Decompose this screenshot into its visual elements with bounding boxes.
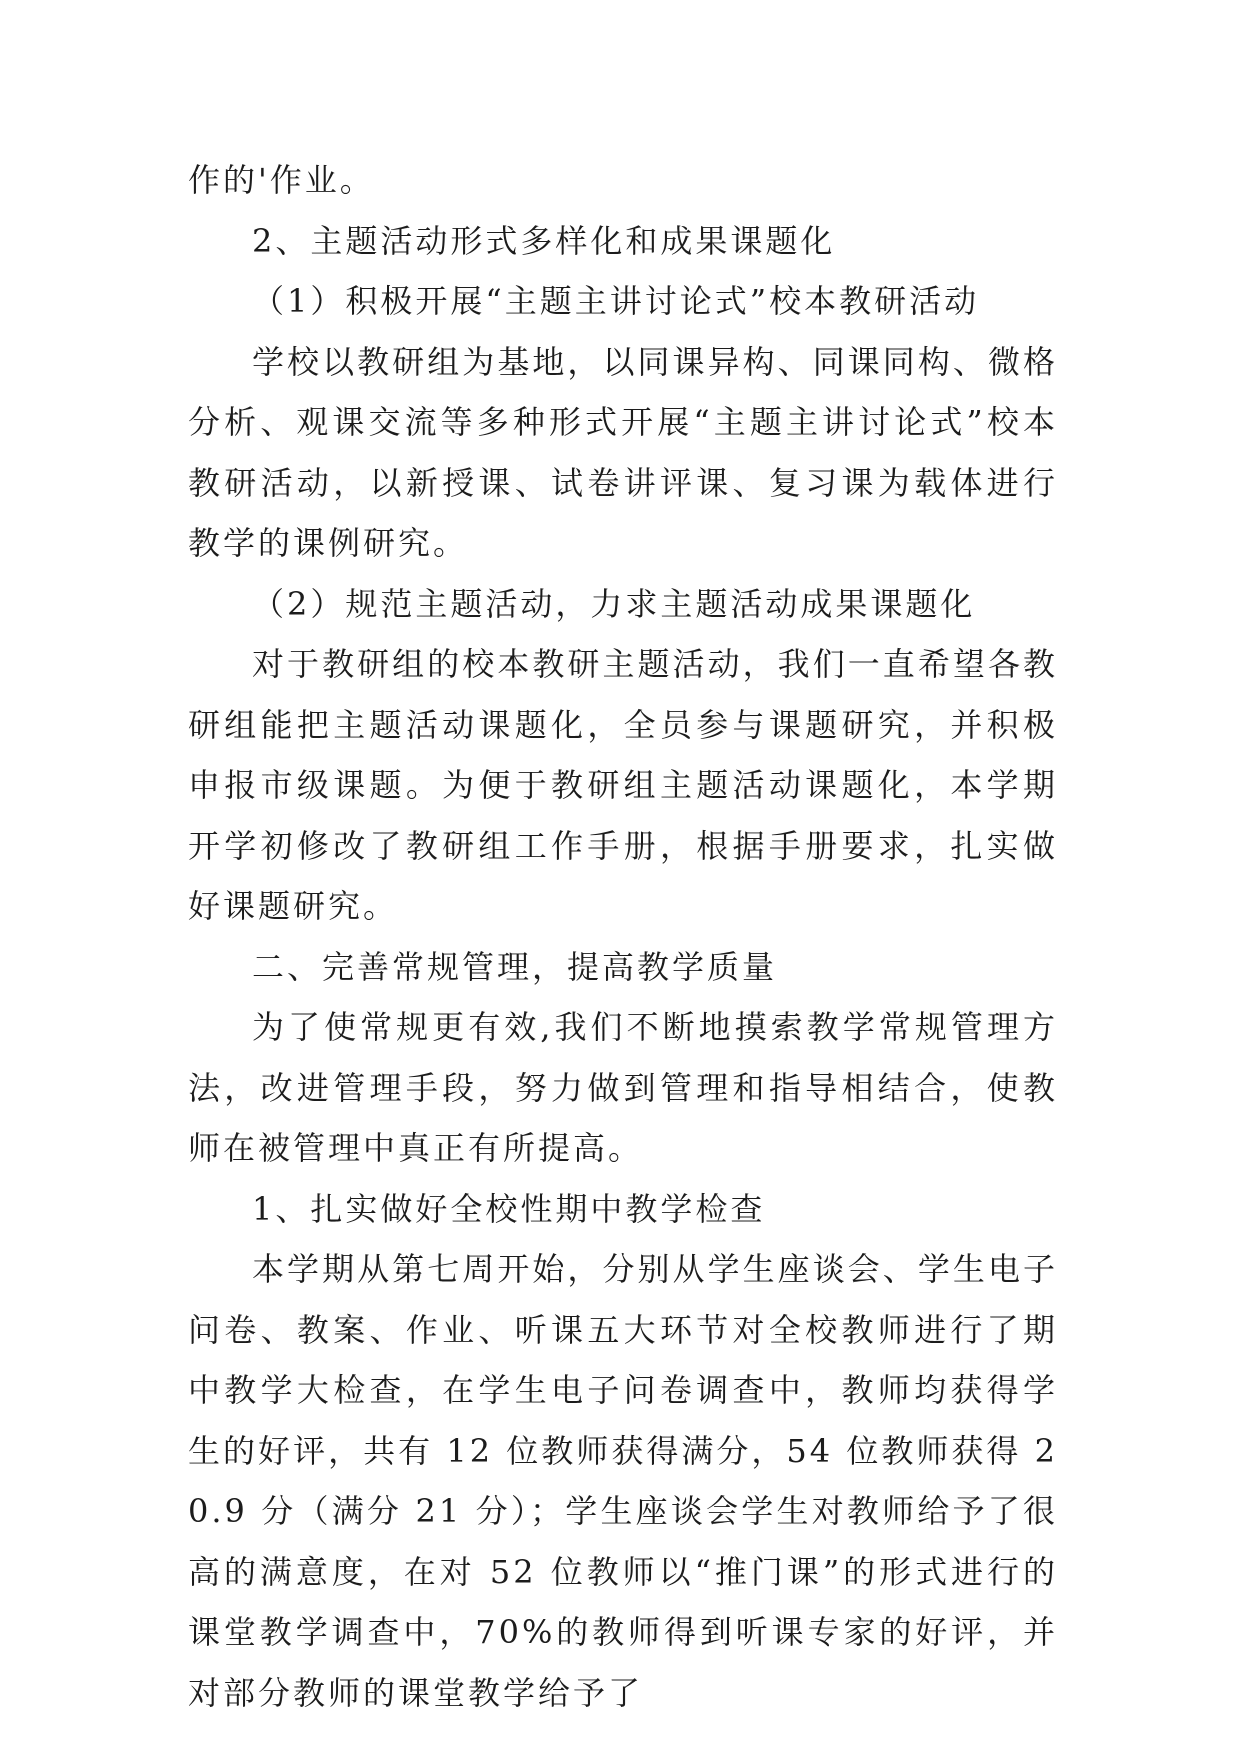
subheading-1: （1）积极开展“主题主讲讨论式”校本教研活动 — [252, 282, 980, 320]
paragraph-body: 学校以教研组为基地，以同课异构、同课同构、微格分析、观课交流等多种形式开展“主题主讲讨论式”校本教研活动，以新授课、试卷讲评课、复习课为载体进行教学的课例研究。 — [188, 342, 1058, 562]
section-heading-2: 2、主题活动形式多样化和成果课题化 — [252, 221, 836, 260]
paragraph-body: 本学期从第七周开始，分别从学生座谈会、学生电子问卷、教案、作业、听课五大环节对全校教师进行了期中教学大检查，在学生电子问卷调查中，教师均获得学生的好评，共有 12 位教师获得满分，54 位教师获得 20.9 分（满分 21 分）；学生座谈会学生对教师给予了很高的满意度，在对 52 位教师以“推门课”的形式进行的课堂教学调查中，70%的教师得到听课专家的好评，并对部分教师的课堂教学给予了 — [188, 1250, 1058, 1712]
document-body — [188, 150, 1058, 1723]
subheading-2: （2）规范主题活动，力求主题活动成果课题化 — [252, 584, 976, 623]
paragraph-body: 为了使常规更有效,我们不断地摸索教学常规管理方法，改进管理手段，努力做到管理和指导相结合，使教师在被管理中真正有所提高。 — [188, 1008, 1058, 1167]
section-heading-major: 二、完善常规管理，提高教学质量 — [252, 947, 778, 986]
paragraph-body: 对于教研组的校本教研主题活动，我们一直希望各教研组能把主题活动课题化，全员参与课题研究，并积极申报市级课题。为便于教研组主题活动课题化，本学期开学初修改了教研组工作手册，根据手册要求，扎实做好课题研究。 — [188, 645, 1058, 925]
section-heading-1: 1、扎实做好全校性期中教学检查 — [252, 1189, 766, 1228]
paragraph-continuation: 作的'作业。 — [188, 161, 375, 199]
